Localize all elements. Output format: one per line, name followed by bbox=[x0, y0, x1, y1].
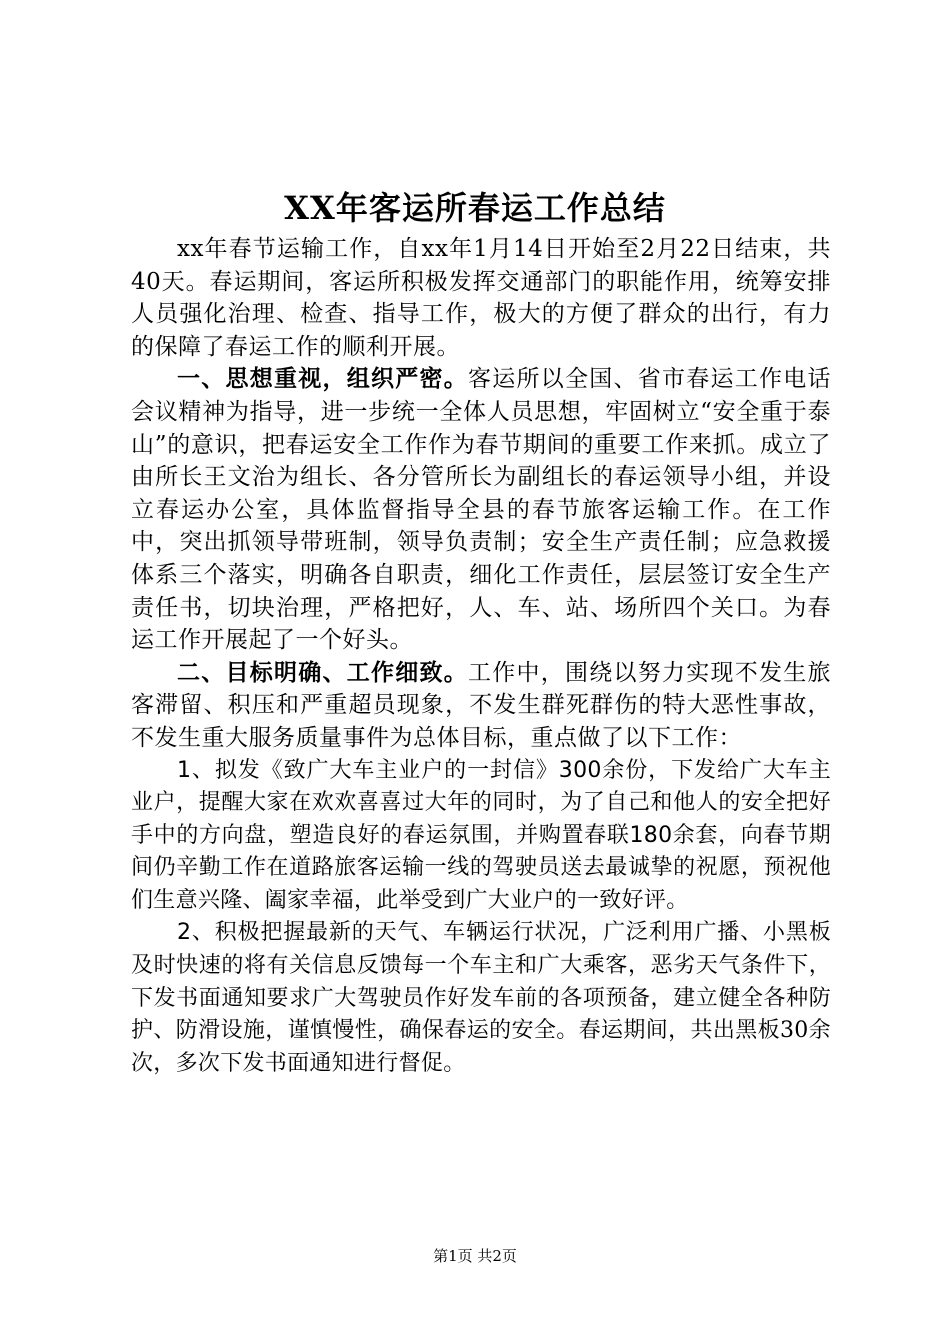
document-title: XX年客运所春运工作总结 bbox=[284, 189, 666, 227]
paragraph-text: 工作中，围绕以努力实现不发生旅客滞留、积压和严重超员现象，不发生群死群伤的特大恶性事故，不发生重大服务质量事件为总体目标，重点做了以下工作： bbox=[131, 659, 831, 751]
section-heading: 一、思想重视，组织严密。 bbox=[177, 366, 468, 393]
paragraph-section-1 bbox=[131, 363, 831, 656]
section-heading: 二、目标明确、工作细致。 bbox=[177, 659, 468, 686]
paragraph-text: 1、拟发《致广大车主业户的一封信》300余份，下发给广大车主业户，提醒大家在欢欢喜喜过大年的同时，为了自己和他人的安全把好手中的方向盘，塑造良好的春运氛围，并购置春联180余套，向春节期间仍辛勤工作在道路旅客运输一线的驾驶员送去最诚挚的祝愿，预祝他们生意兴隆、阖家幸福，此举受到广大业户的一致好评。 bbox=[131, 757, 831, 913]
paragraph-tail-text: 春运期间，共出黑板30余次，多次下发书面通知进行督促。 bbox=[131, 1018, 831, 1076]
paragraph-text: 客运所以全国、省市春运工作电话会议精神为指导，进一步统一全体人员思想，牢固树立“安全重于泰山”的意识，把春运安全工作作为春节期间的重要工作来抓。成立了由所长王文治为组长、各分管所长为副组长的春运领导小组，并设立春运办公室，具体监督指导全县的春节旅客运输工作。在工作中，突出抓领导带班制，领导负责制；安全生产责任制；应急救援体系三个落实，明确各自职责，细化工作责任，层层签订安全生产责任书，切块治理，严格把好，人、车、站、场所四个关口。为春运工作开展起了一个好头。 bbox=[131, 366, 831, 654]
page-number: 第1页 共2页 bbox=[433, 1247, 517, 1265]
document-body bbox=[131, 233, 831, 1080]
paragraph-section-2 bbox=[131, 657, 831, 755]
paragraph-item-1 bbox=[131, 755, 831, 918]
paragraph-text: xx年春节运输工作，自xx年1月14日开始至2月22日结束，共40天。春运期间，客运所积极发挥交通部门的职能作用，统筹安排人员强化治理、检查、指导工作，极大的方便了群众的出行，有力的保障了春运工作的顺利开展。 bbox=[131, 236, 831, 360]
paragraph-intro bbox=[131, 233, 831, 363]
paragraph-item-2 bbox=[131, 917, 831, 1080]
paragraph-text: 2、积极把握最新的天气、车辆运行状况，广泛利用广播、小黑板及时快速的将有关信息反馈每一个车主和广大乘客，恶劣天气条件下，下发书面通知要求广大驾驶员作好发车前的各项预备，建立健全各种防护、防滑设施，谨慎慢性，确保春运的安全。 bbox=[131, 920, 831, 1044]
